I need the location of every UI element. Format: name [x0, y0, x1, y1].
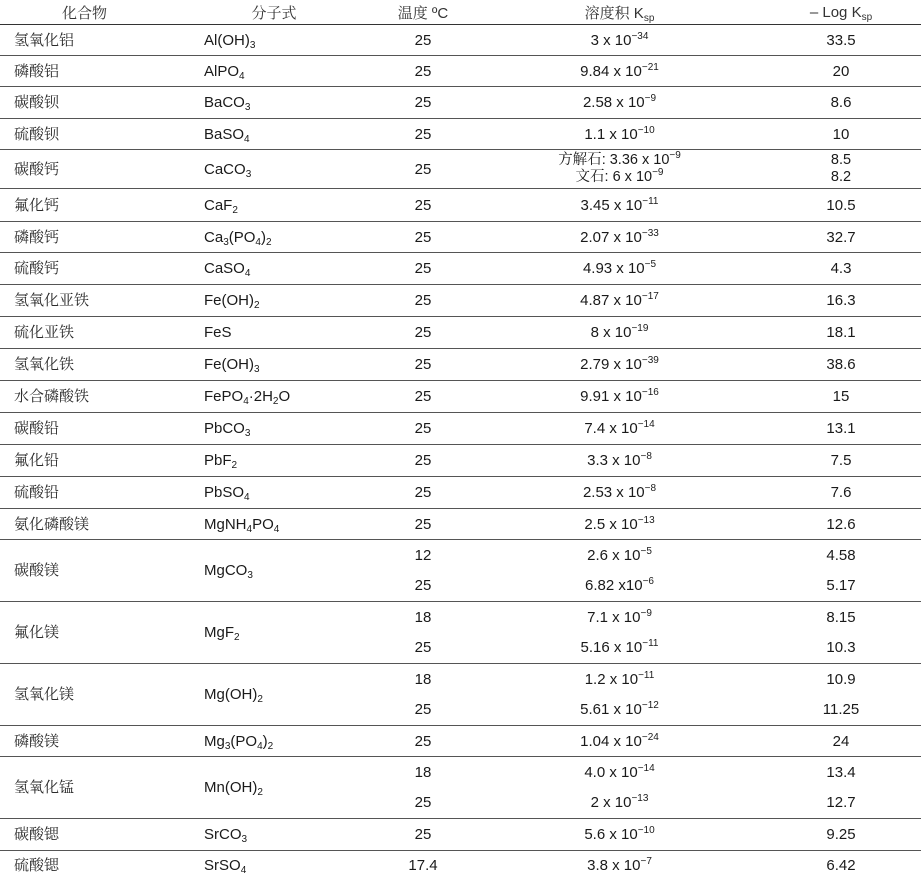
temperature: 25	[368, 222, 478, 253]
formula: MgF$_2$	[180, 602, 368, 664]
log-ksp-value: 4.3	[761, 253, 921, 285]
log-ksp-value: 10.5	[761, 189, 921, 222]
formula: MgCO$_3$	[180, 540, 368, 602]
header-log-ksp: – Log $K_{sp}$	[761, 0, 921, 25]
formula: SrCO$_3$	[180, 819, 368, 851]
log-ksp-value: 7.5	[761, 445, 921, 477]
table-row	[0, 726, 921, 757]
formula: CaSO$_4$	[180, 253, 368, 285]
header-compound: 化合物	[0, 0, 180, 25]
formula: $Mn(OH)_2$	[180, 757, 368, 819]
ksp-value: 5.61 x $10^{-12}$	[478, 695, 761, 726]
ksp-value: 5.6 x $10^{-10}$	[478, 819, 761, 851]
ksp-value: 9.84 x $10^{-21}$	[478, 56, 761, 87]
compound-name: 氢氧化镁	[0, 664, 180, 726]
table-row	[0, 509, 921, 540]
compound-name: 碳酸钙	[0, 150, 180, 189]
table-row	[0, 222, 921, 253]
ksp-value: 7.1 x $10^{-9}$	[587, 607, 652, 626]
ksp-value: 3.8 x $10^{-7}$	[587, 855, 652, 874]
formula: $FePO_4\cdot 2H_2O$	[180, 381, 368, 413]
log-ksp-value: 8.6	[761, 87, 921, 119]
ksp-value: 2 x $10^{-13}$	[478, 788, 761, 819]
temperature: 25	[368, 317, 478, 349]
formula: PbSO$_4$	[180, 477, 368, 509]
formula: $Mg_3(PO_4)_2$	[180, 726, 368, 757]
temperature: 25	[368, 285, 478, 317]
compound-name: 硫化亚铁	[0, 317, 180, 349]
ksp-value: 4.0 x $10^{-14}$	[584, 762, 655, 781]
table-row	[0, 602, 921, 633]
formula: $MgNH_4PO_4$	[180, 509, 368, 540]
log-ksp-value: 11.25	[761, 695, 921, 726]
table-row	[0, 87, 921, 119]
compound-name: 磷酸铝	[0, 56, 180, 87]
table-row	[0, 445, 921, 477]
log-ksp-value: 13.4	[826, 763, 856, 781]
table-row	[0, 819, 921, 851]
log-ksp-value: 12.7	[761, 788, 921, 819]
table-row	[0, 757, 921, 788]
temperature: 25	[368, 819, 478, 851]
log-ksp-value: 9.25	[761, 819, 921, 851]
table-row	[0, 413, 921, 445]
ksp-value: 3.3 x $10^{-8}$	[478, 445, 761, 477]
log-ksp-value: 10.9	[826, 670, 856, 688]
log-ksp-value: 15	[761, 381, 921, 413]
log-ksp-value: 5.17	[761, 571, 921, 602]
formula: FeS	[180, 317, 368, 349]
temperature: 25	[368, 571, 478, 602]
temperature: 25	[368, 381, 478, 413]
ksp-value: 5.16 x $10^{-11}$	[478, 633, 761, 664]
temperature: 25	[368, 150, 478, 189]
ksp-value: 9.91 x $10^{-16}$	[478, 381, 761, 413]
ksp-value: 4.93 x $10^{-5}$	[478, 253, 761, 285]
log-ksp-value: 38.6	[761, 349, 921, 381]
formula: AlPO$_4$	[180, 56, 368, 87]
header-temperature: 温度 ºC	[368, 0, 478, 25]
compound-name: 碳酸铅	[0, 413, 180, 445]
table-row	[0, 664, 921, 695]
table-row	[0, 381, 921, 413]
temperature: 25	[368, 633, 478, 664]
log-ksp-value: 20	[761, 56, 921, 87]
table-row	[0, 285, 921, 317]
header-row	[0, 0, 921, 25]
temperature: 17.4	[408, 856, 438, 874]
temperature: 25	[368, 253, 478, 285]
ksp-value: 1.04 x $10^{-24}$	[478, 726, 761, 757]
compound-name: 氨化磷酸镁	[0, 509, 180, 540]
temperature: 25	[368, 119, 478, 150]
table-row	[0, 317, 921, 349]
compound-name: 硫酸钙	[0, 253, 180, 285]
temperature: 25	[368, 189, 478, 222]
formula: CaCO$_3$	[180, 150, 368, 189]
log-ksp-value: 6.42	[826, 856, 856, 874]
compound-name: 氢氧化锰	[0, 757, 180, 819]
formula: $Fe(OH)_3$	[180, 349, 368, 381]
formula: CaF$_2$	[180, 189, 368, 222]
compound-name: 氟化钙	[0, 189, 180, 222]
compound-name: 碳酸钡	[0, 87, 180, 119]
compound-name: 氢氧化铝	[0, 25, 180, 56]
formula: BaSO$_4$	[180, 119, 368, 150]
temperature: 25	[368, 788, 478, 819]
ksp-value: 3.45 x $10^{-11}$	[478, 189, 761, 222]
temperature: 25	[368, 349, 478, 381]
ksp-value: 2.6 x $10^{-5}$	[587, 545, 652, 564]
temperature: 18	[414, 670, 432, 688]
ksp-value: 4.87 x $10^{-17}$	[478, 285, 761, 317]
ksp-value: 2.07 x $10^{-33}$	[478, 222, 761, 253]
log-ksp-value: 13.1	[761, 413, 921, 445]
log-ksp-value: 8.5 8.2	[761, 150, 921, 189]
table-row	[0, 851, 921, 880]
header-formula: 分子式	[180, 0, 368, 25]
compound-name: 硫酸锶	[14, 855, 60, 874]
compound-name: 硫酸钡	[0, 119, 180, 150]
temperature: 12	[414, 546, 432, 564]
table-row	[0, 189, 921, 222]
log-ksp-value: 33.5	[761, 25, 921, 56]
log-ksp-value: 18.1	[761, 317, 921, 349]
table-row	[0, 540, 921, 571]
temperature: 25	[368, 509, 478, 540]
header-ksp: 溶度积 $K_{sp}$	[478, 0, 761, 25]
compound-name: 水合磷酸铁	[0, 381, 180, 413]
ksp-value: 1.2 x $10^{-11}$	[584, 669, 655, 688]
formula: $Fe(OH)_2$	[180, 285, 368, 317]
table-row	[0, 25, 921, 56]
ksp-value: 方解石: 3.36 x $10^{-9}$ 文石: 6 x $10^{-9}$	[478, 150, 761, 189]
log-ksp-value: 4.58	[826, 546, 856, 564]
temperature: 25	[368, 477, 478, 509]
ksp-value: 2.58 x $10^{-9}$	[478, 87, 761, 119]
temperature: 25	[368, 87, 478, 119]
formula: PbCO$_3$	[180, 413, 368, 445]
table-row	[0, 56, 921, 87]
formula: BaCO$_3$	[180, 87, 368, 119]
compound-name: 氟化镁	[0, 602, 180, 664]
ksp-value: 2.79 x $10^{-39}$	[478, 349, 761, 381]
table-row	[0, 349, 921, 381]
table-row	[0, 253, 921, 285]
formula: PbF$_2$	[180, 445, 368, 477]
temperature: 18	[414, 763, 432, 781]
ksp-value: 2.53 x $10^{-8}$	[478, 477, 761, 509]
log-ksp-value: 7.6	[761, 477, 921, 509]
formula: $Ca_3(PO_4)_2$	[180, 222, 368, 253]
table-row	[0, 150, 921, 189]
temperature: 25	[368, 25, 478, 56]
formula: $Al(OH)_3$	[180, 25, 368, 56]
temperature: 25	[368, 56, 478, 87]
formula: SrSO$_4$	[204, 856, 247, 876]
log-ksp-value: 12.6	[761, 509, 921, 540]
ksp-value: 2.5 x $10^{-13}$	[478, 509, 761, 540]
formula: $Mg(OH)_2$	[180, 664, 368, 726]
log-ksp-value: 24	[761, 726, 921, 757]
ksp-value: 3 x $10^{-34}$	[478, 25, 761, 56]
ksp-value: 1.1 x $10^{-10}$	[478, 119, 761, 150]
log-ksp-value: 10	[761, 119, 921, 150]
ksp-value: 7.4 x $10^{-14}$	[478, 413, 761, 445]
compound-name: 碳酸镁	[0, 540, 180, 602]
table-row	[0, 477, 921, 509]
ksp-value: 8 x $10^{-19}$	[478, 317, 761, 349]
compound-name: 氢氧化铁	[0, 349, 180, 381]
log-ksp-value: 8.15	[826, 608, 856, 626]
ksp-value: 6.82 $x10^{-6}$	[478, 571, 761, 602]
compound-name: 磷酸钙	[0, 222, 180, 253]
temperature: 25	[368, 413, 478, 445]
log-ksp-value: 10.3	[761, 633, 921, 664]
compound-name: 硫酸铅	[0, 477, 180, 509]
temperature: 25	[368, 445, 478, 477]
compound-name: 氢氧化亚铁	[0, 285, 180, 317]
temperature: 25	[368, 695, 478, 726]
compound-name: 碳酸锶	[0, 819, 180, 851]
compound-name: 氟化铅	[0, 445, 180, 477]
temperature: 25	[368, 726, 478, 757]
compound-name: 磷酸镁	[0, 726, 180, 757]
log-ksp-value: 16.3	[761, 285, 921, 317]
table-row	[0, 119, 921, 150]
table-body	[0, 25, 921, 880]
log-ksp-value: 32.7	[761, 222, 921, 253]
temperature: 18	[414, 608, 432, 626]
